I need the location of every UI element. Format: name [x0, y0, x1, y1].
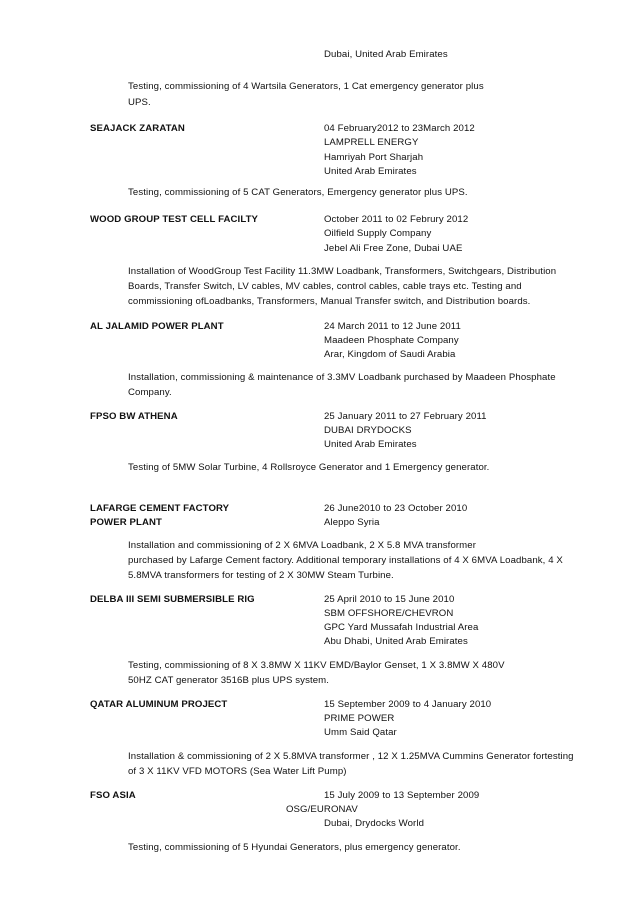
description-line: Company.	[128, 387, 172, 398]
project-location: United Arab Emirates	[324, 439, 417, 450]
project-company: OSG/EURONAV	[286, 804, 358, 815]
project-date: 24 March 2011 to 12 June 2011	[324, 321, 461, 332]
project-title: WOOD GROUP TEST CELL FACILTY	[90, 214, 259, 225]
project-title: DELBA III SEMI SUBMERSIBLE RIG	[90, 594, 255, 605]
project-location: Jebel Ali Free Zone, Dubai UAE	[324, 243, 463, 254]
description-line: UPS.	[128, 97, 151, 108]
description-line: of 3 X 11KV VFD MOTORS (Sea Water Lift Pump)	[128, 766, 347, 777]
project-location: Aleppo Syria	[324, 517, 380, 528]
description-line: Testing, commissioning of 5 Hyundai Generators, plus emergency generator.	[128, 842, 461, 853]
project-company: Oilfield Supply Company	[324, 228, 432, 239]
description-line: Installation and commissioning of 2 X 6MVA Loadbank, 2 X 5.8 MVA transformer	[128, 540, 476, 551]
project-company: SBM OFFSHORE/CHEVRON	[324, 608, 454, 619]
project-title: POWER PLANT	[90, 517, 162, 528]
project-title: AL JALAMID POWER PLANT	[90, 321, 224, 332]
description-line: 5.8MVA transformers for testing of 2 X 30MW Steam Turbine.	[128, 570, 394, 581]
project-title: SEAJACK ZARATAN	[90, 123, 185, 134]
project-company: LAMPRELL ENERGY	[324, 137, 419, 148]
description-line: Installation, commissioning & maintenance of 3.3MV Loadbank purchased by Maadeen Phosphate	[128, 372, 556, 383]
description-line: 50HZ CAT generator 3516B plus UPS system.	[128, 675, 330, 686]
project-title: QATAR ALUMINUM PROJECT	[90, 699, 228, 710]
project-date: 26 June2010 to 23 October 2010	[324, 503, 468, 514]
project-title: FPSO BW ATHENA	[90, 411, 178, 422]
description-line: Testing of 5MW Solar Turbine, 4 Rollsroyce Generator and 1 Emergency generator.	[128, 462, 490, 473]
description-line: commissioning ofLoadbanks, Transformers, Manual Transfer switch, and Distribution boards.	[128, 296, 531, 307]
project-location: Arar, Kingdom of Saudi Arabia	[324, 349, 456, 360]
project-date: 15 July 2009 to 13 September 2009	[324, 790, 480, 801]
project-date: 25 January 2011 to 27 February 2011	[324, 411, 487, 422]
location-line: Dubai, United Arab Emirates	[324, 49, 448, 60]
project-location: Dubai, Drydocks World	[324, 818, 425, 829]
description-line: Testing, commissioning of 4 Wartsila Generators, 1 Cat emergency generator plus	[128, 81, 484, 92]
project-company: Maadeen Phosphate Company	[324, 335, 459, 346]
project-date: October 2011 to 02 Februry 2012	[324, 214, 469, 225]
description-line: Installation & commissioning of 2 X 5.8MVA transformer , 12 X 1.25MVA Cummins Generator fortesting	[128, 751, 574, 762]
project-location: Abu Dhabi, United Arab Emirates	[324, 636, 468, 647]
project-date: 25 April 2010 to 15 June 2010	[324, 594, 455, 605]
description-line: Testing, commissioning of 5 CAT Generators, Emergency generator plus UPS.	[128, 187, 468, 198]
project-company: DUBAI DRYDOCKS	[324, 425, 412, 436]
project-title: FSO ASIA	[90, 790, 136, 801]
project-company: PRIME POWER	[324, 713, 395, 724]
description-line: purchased by Lafarge Cement factory. Additional temporary installations of 4 X 6MVA Loadbank, 4 X	[128, 555, 563, 566]
project-date: 04 February2012 to 23March 2012	[324, 123, 475, 134]
description-line: Installation of WoodGroup Test Facility 11.3MW Loadbank, Transformers, Switchgears, Distribution	[128, 266, 557, 277]
description-line: Boards, Transfer Switch, LV cables, MV cables, control cables, cable trays etc. Testing and	[128, 281, 522, 292]
project-location: Umm Said Qatar	[324, 727, 397, 738]
project-location: GPC Yard Mussafah Industrial Area	[324, 622, 479, 633]
description-line: Testing, commissioning of 8 X 3.8MW X 11KV EMD/Baylor Genset, 1 X 3.8MW X 480V	[128, 660, 505, 671]
project-title: LAFARGE CEMENT FACTORY	[90, 503, 230, 514]
project-date: 15 September 2009 to 4 January 2010	[324, 699, 492, 710]
project-location: Hamriyah Port Sharjah	[324, 152, 424, 163]
project-location: United Arab Emirates	[324, 166, 417, 177]
